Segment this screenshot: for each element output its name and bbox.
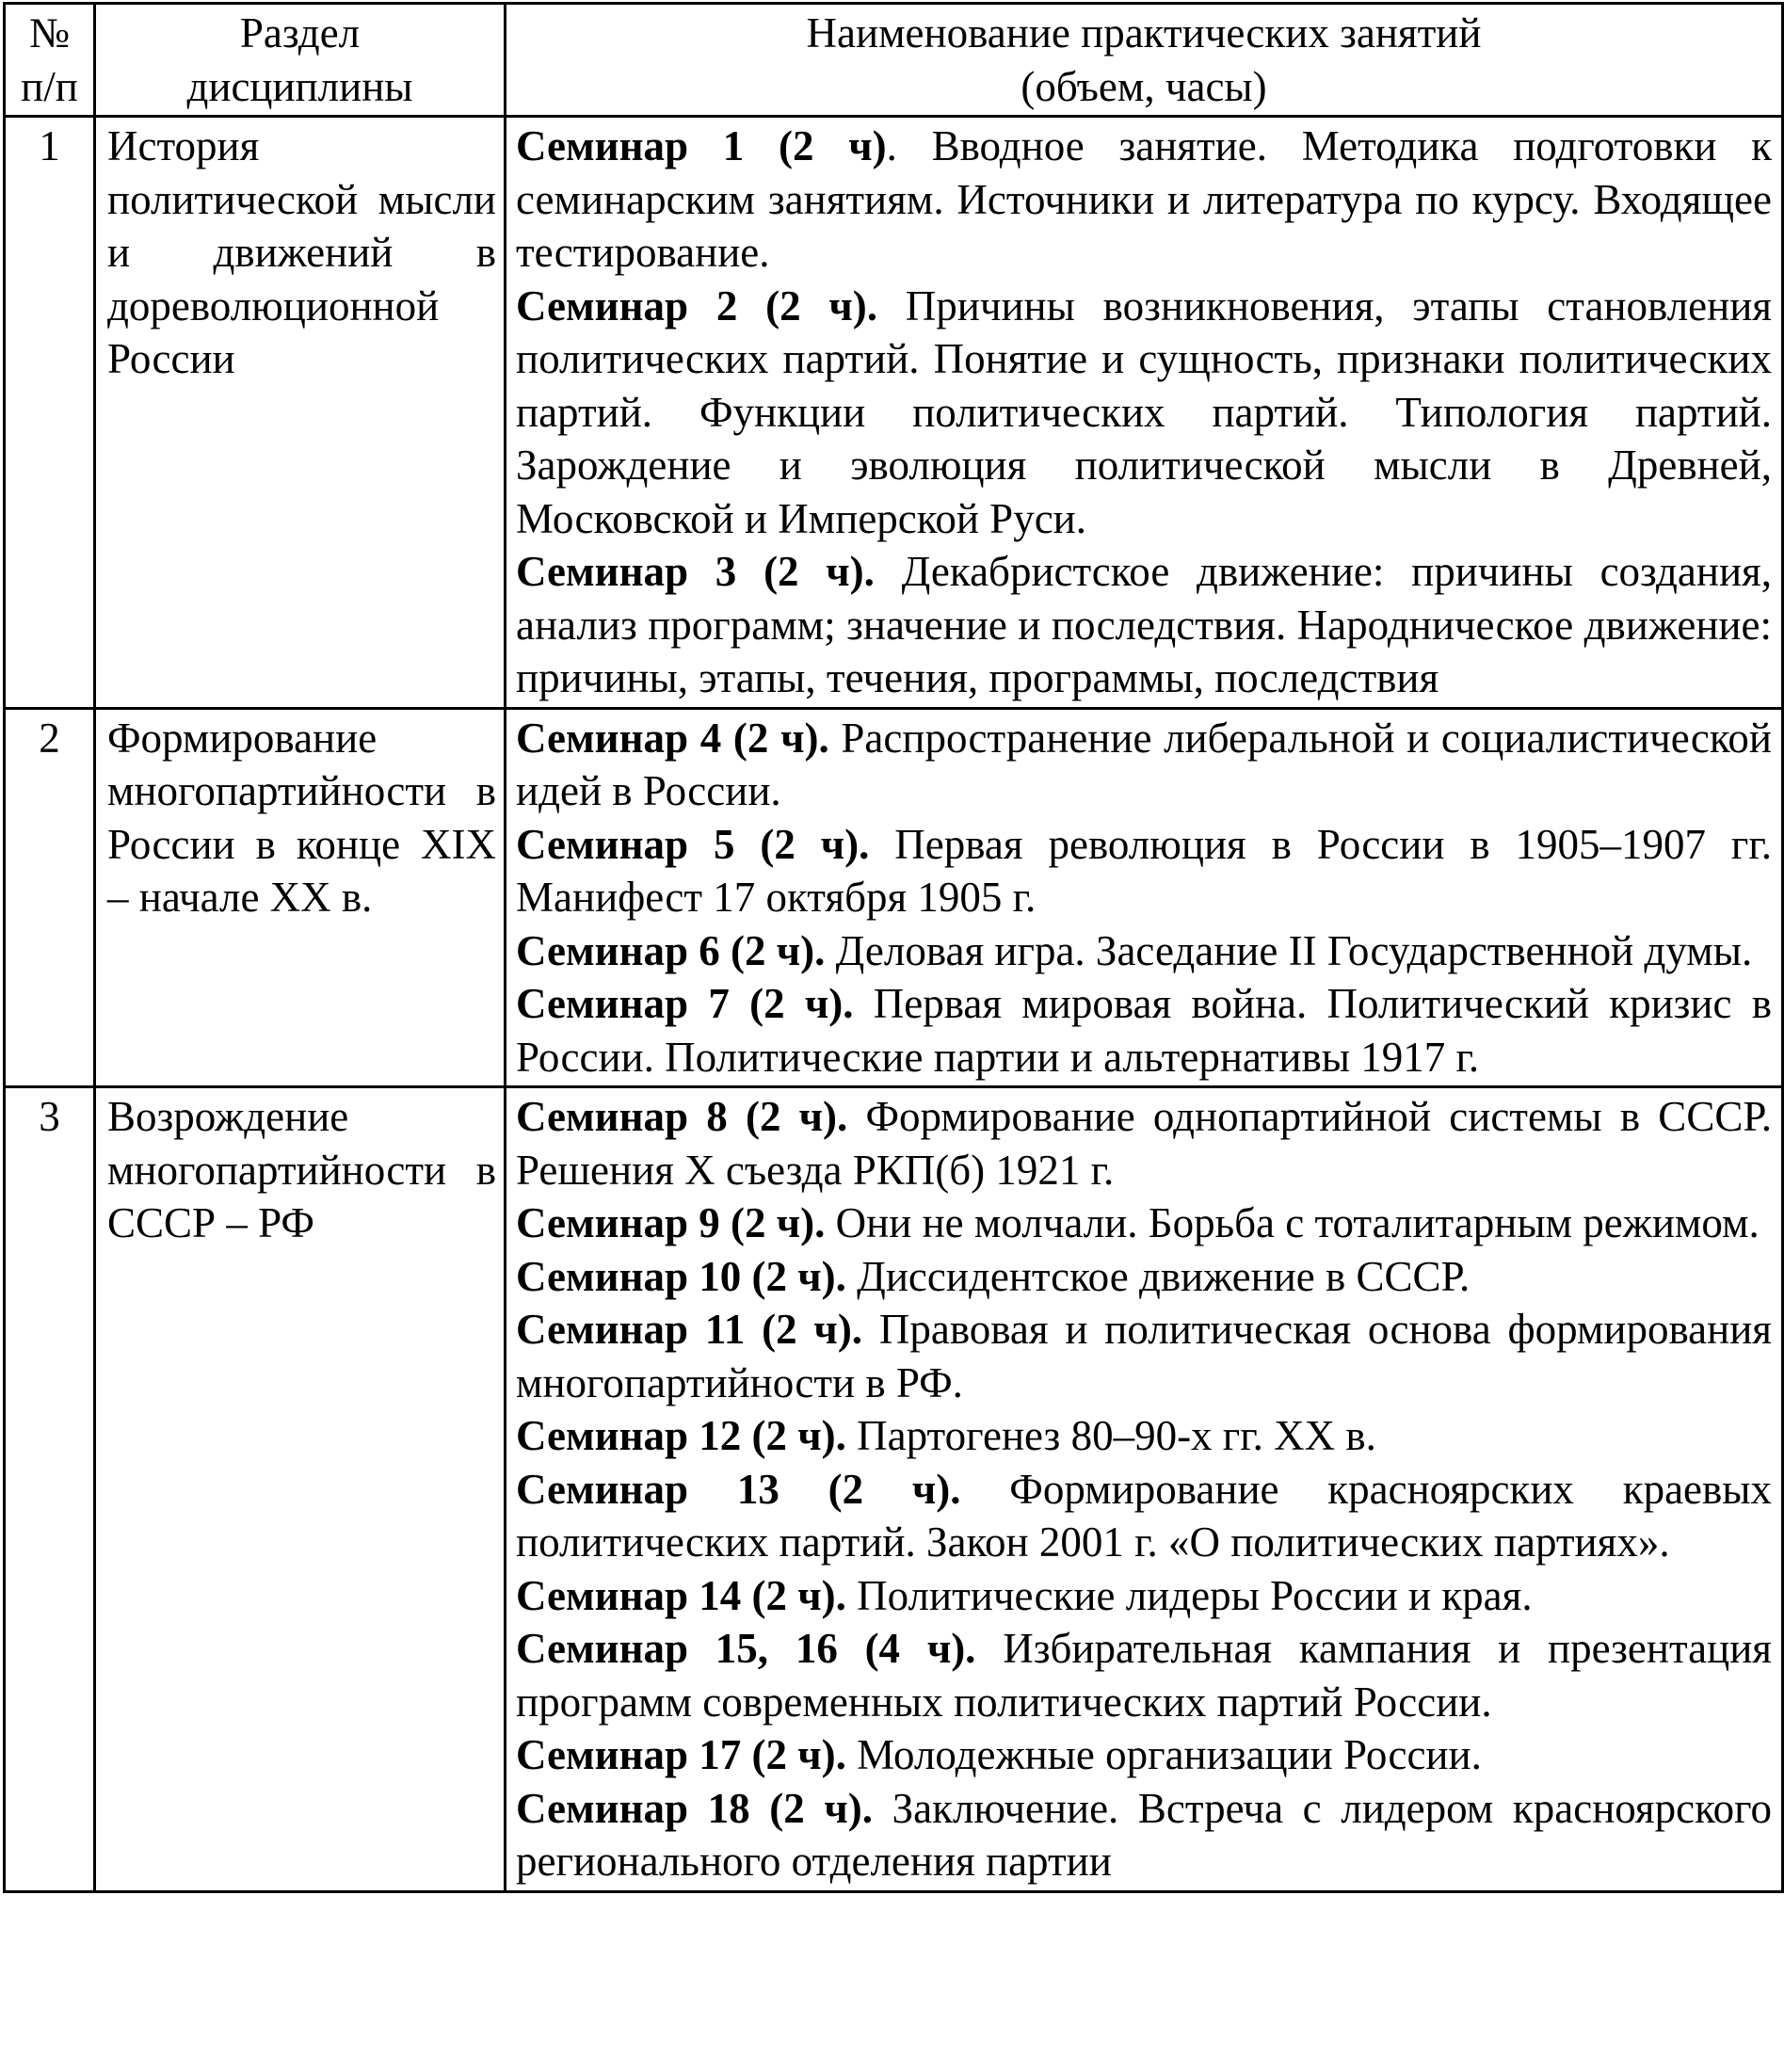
seminar-description: Заключение. Встреча с лидером красноярского регионального отделения партии: [516, 1784, 1772, 1885]
seminar-item: [516, 1409, 1772, 1463]
header-description: [506, 4, 1783, 117]
seminar-item: [516, 1728, 1772, 1782]
header-number-line1: №: [29, 9, 70, 56]
seminar-item: [516, 712, 1772, 818]
table-body: [5, 117, 1783, 1892]
seminar-description: Политические лидеры России и края.: [845, 1571, 1533, 1619]
seminar-item: [516, 1303, 1772, 1409]
seminar-label: Семинар 11 (2 ч).: [516, 1306, 863, 1353]
seminar-description: Причины возникновения, этапы становления политических партий. Понятие и сущность, признаки политических партий. Функции политических партий. Типология партий. Зарождение и эволюция политической мысли в Древней, Московской и Имперской Руси.: [516, 281, 1773, 542]
header-number-line2: п/п: [21, 62, 78, 110]
header-section: [95, 4, 506, 117]
seminar-label: Семинар 7 (2 ч).: [516, 980, 854, 1027]
seminar-label: Семинар 15, 16 (4 ч).: [516, 1625, 976, 1672]
header-description-line2: (объем, часы): [1021, 62, 1267, 110]
seminar-description: Декабристское движение: причины создания, анализ программ; значение и последствия. Народническое движение: причины, этапы, течения, программы, последствия: [516, 548, 1772, 701]
row-section-title: История политической мысли и движений в дореволюционной России: [95, 117, 506, 709]
seminar-item: [516, 120, 1772, 280]
seminar-label: Семинар 18 (2 ч).: [516, 1784, 873, 1832]
header-section-line2: дисциплины: [186, 62, 413, 110]
seminar-description: Они не молчали. Борьба с тоталитарным режимом.: [825, 1199, 1760, 1246]
seminar-item: [516, 1463, 1772, 1569]
seminar-label: Семинар 8 (2 ч).: [516, 1093, 848, 1140]
seminar-description: Молодежные организации России.: [845, 1731, 1482, 1778]
table-header-row: [5, 4, 1783, 117]
seminar-description: Формирование однопартийной системы в СССР. Решения X съезда РКП(б) 1921 г.: [516, 1093, 1773, 1194]
seminar-description: Деловая игра. Заседание II Государственной думы.: [825, 926, 1753, 974]
seminar-description: Избирательная кампания и презентация программ современных политических партий России.: [516, 1625, 1773, 1726]
seminar-label: Семинар 6 (2 ч).: [516, 926, 826, 974]
header-description-line1: Наименование практических занятий: [806, 9, 1482, 56]
seminar-description: Диссидентское движение в СССР.: [845, 1252, 1471, 1300]
seminar-item: [516, 1622, 1772, 1728]
row-seminar-list: [506, 708, 1783, 1087]
table-row: [5, 708, 1783, 1087]
seminar-label: Семинар 17 (2 ч).: [516, 1731, 846, 1778]
seminar-label: Семинар 3 (2 ч).: [516, 548, 875, 595]
header-section-line1: Раздел: [239, 9, 361, 56]
table-row: [5, 1087, 1783, 1892]
row-number: 3: [5, 1087, 95, 1892]
seminar-description: Партогенез 80–90-х гг. XX в.: [845, 1412, 1376, 1459]
seminar-label: Семинар 4 (2 ч).: [516, 714, 829, 762]
seminar-description: Правовая и политическая основа формирования многопартийности в РФ.: [516, 1306, 1772, 1406]
seminar-item: [516, 280, 1772, 546]
seminar-description: Первая мировая война. Политический кризис в России. Политические партии и альтернативы 1917 г.: [516, 980, 1772, 1081]
seminar-label: Семинар 13 (2 ч).: [516, 1465, 961, 1513]
seminar-item: [516, 1782, 1772, 1888]
row-number: 1: [5, 117, 95, 709]
seminar-item: [516, 818, 1772, 924]
seminar-label: Семинар 9 (2 ч).: [516, 1199, 826, 1246]
seminar-item: [516, 977, 1772, 1084]
seminar-description: Формирование красноярских краевых политических партий. Закон 2001 г. «О политических партиях».: [516, 1465, 1773, 1566]
seminar-item: [516, 1197, 1772, 1250]
table-row: [5, 117, 1783, 709]
seminar-label: Семинар 14 (2 ч).: [516, 1571, 846, 1619]
seminar-label: Семинар 12 (2 ч).: [516, 1412, 846, 1459]
seminar-item: [516, 1569, 1772, 1623]
seminar-table: [3, 2, 1784, 1893]
seminar-description: . Вводное занятие. Методика подготовки к семинарским занятиям. Источники и литература по курсу. Входящее тестирование.: [516, 122, 1772, 276]
seminar-item: [516, 1090, 1772, 1197]
header-number: [5, 4, 95, 117]
seminar-label: Семинар 2 (2 ч).: [516, 281, 877, 329]
row-seminar-list: [506, 1087, 1783, 1892]
seminar-description: Распространение либеральной и социалистической идей в России.: [516, 714, 1772, 814]
seminar-label: Семинар 10 (2 ч).: [516, 1252, 846, 1300]
row-number: 2: [5, 708, 95, 1087]
row-section-title: Формирование многопартийности в России в конце XIX – начале XX в.: [95, 708, 506, 1087]
seminar-description: Первая революция в России в 1905–1907 гг. Манифест 17 октября 1905 г.: [516, 820, 1772, 921]
seminar-item: [516, 924, 1772, 978]
seminar-item: [516, 545, 1772, 705]
seminar-label: Семинар 5 (2 ч).: [516, 820, 870, 868]
seminar-item: [516, 1250, 1772, 1304]
row-section-title: Возрождение многопартийности в СССР – РФ: [95, 1087, 506, 1892]
seminar-label: Семинар 1 (2 ч): [516, 122, 887, 169]
row-seminar-list: [506, 117, 1783, 709]
